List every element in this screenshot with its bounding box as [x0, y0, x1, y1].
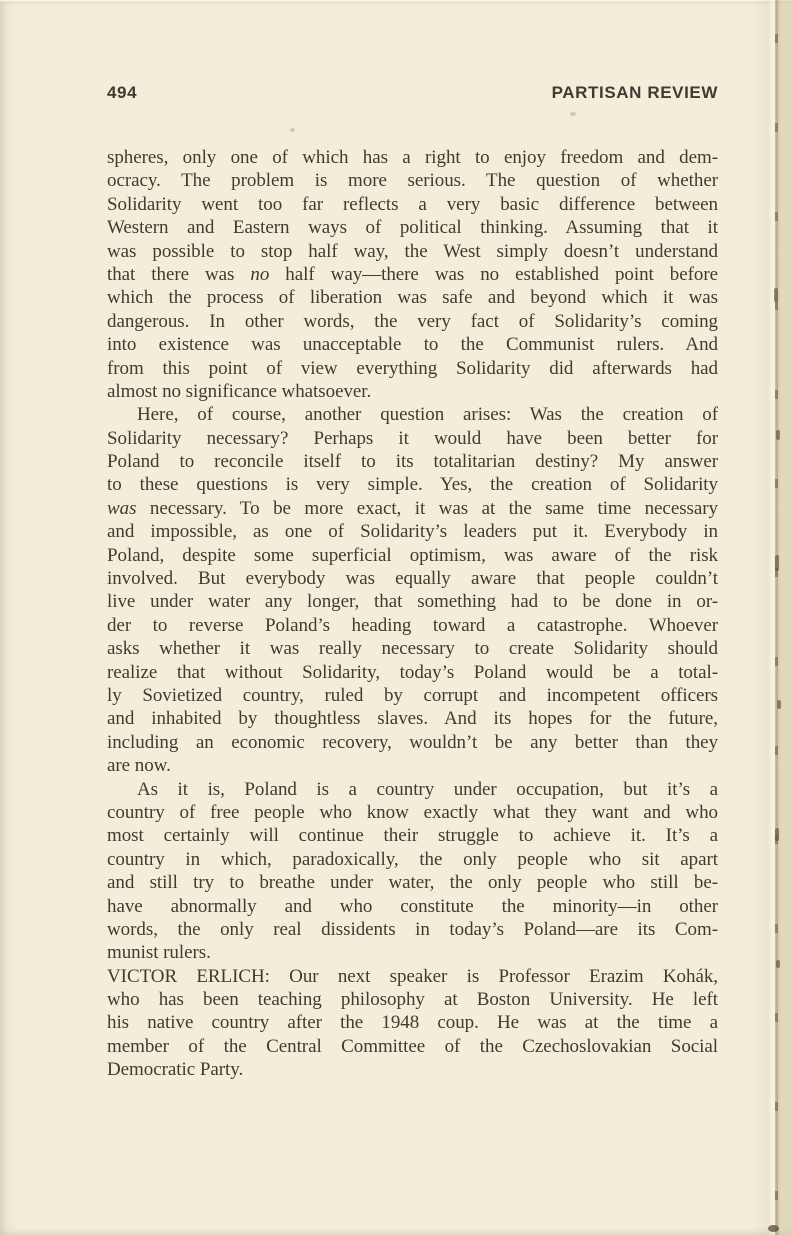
- page-corner-mark: [768, 1225, 779, 1232]
- page-number: 494: [107, 83, 138, 102]
- page-edge-mark: [776, 960, 780, 968]
- text-line: are now.: [107, 755, 171, 777]
- text-line: most certainly will continue their struggle to achieve it. It’s a: [107, 825, 718, 847]
- page-header: [107, 83, 718, 103]
- text-line: ly Sovietized country, ruled by corrupt and incompetent officers: [107, 684, 718, 706]
- text-line: almost no significance whatsoever.: [107, 380, 372, 402]
- text-line: der to reverse Poland’s heading toward a catastrophe. Whoever: [107, 614, 718, 636]
- paper-speck: [290, 128, 295, 132]
- text-line: dangerous. In other words, the very fact of Solidarity’s coming: [107, 310, 718, 332]
- text-line: words, the only real dissidents in today’s Poland—are its Com-: [107, 918, 718, 940]
- page-edge-mark: [777, 700, 781, 709]
- text-line: Democratic Party.: [107, 1059, 244, 1081]
- page-edge-mark: [775, 555, 779, 571]
- text-line: including an economic recovery, wouldn’t be any better than they: [107, 731, 718, 753]
- text-line: have abnormally and who constitute the minority—in other: [107, 895, 718, 917]
- text-line: live under water any longer, that something had to be done in or-: [107, 591, 718, 613]
- text-line: to these questions is very simple. Yes, the creation of Solidarity: [107, 474, 718, 496]
- text-line: spheres, only one of which has a right to enjoy freedom and dem-: [107, 147, 718, 168]
- text-line: who has been teaching philosophy at Boston University. He left: [107, 989, 718, 1011]
- text-line: asks whether it was really necessary to create Solidarity should: [107, 638, 718, 660]
- page-edge-mark: [775, 828, 779, 841]
- paper-speck: [570, 112, 576, 116]
- paragraph: [107, 778, 718, 965]
- page-top-edge: [0, 0, 792, 4]
- text-line: into existence was unacceptable to the Communist rulers. And: [107, 334, 718, 356]
- text-line: Solidarity necessary? Perhaps it would have been better for: [107, 427, 718, 449]
- paragraph: [107, 403, 718, 777]
- text-line: involved. But everybody was equally aware that people couldn’t: [107, 568, 718, 590]
- text-line: country of free people who know exactly what they want and who: [107, 801, 718, 823]
- text-line: and inhabited by thoughtless slaves. And its hopes for the future,: [107, 708, 718, 730]
- text-line: member of the Central Committee of the Czechoslovakian Social: [107, 1035, 718, 1057]
- text-line: his native country after the 1948 coup. He was at the time a: [107, 1012, 718, 1034]
- text-line: munist rulers.: [107, 942, 211, 964]
- text-line: was possible to stop half way, the West simply doesn’t understand: [107, 240, 718, 262]
- journal-title: PARTISAN REVIEW: [551, 83, 718, 102]
- text-line: and impossible, as one of Solidarity’s leaders put it. Everybody in: [107, 521, 718, 543]
- text-line: that there was no half way—there was no established point before: [107, 263, 718, 285]
- text-line: Poland, despite some superficial optimism, was aware of the risk: [107, 544, 718, 566]
- paragraph: [107, 965, 718, 1082]
- text-line: As it is, Poland is a country under occupation, but it’s a: [137, 778, 718, 800]
- page-edge-mark: [774, 288, 778, 302]
- text-line: Here, of course, another question arises: Was the creation of: [137, 404, 718, 426]
- text-line: Western and Eastern ways of political thinking. Assuming that it: [107, 217, 718, 239]
- text-block: [107, 146, 718, 1082]
- text-line: Solidarity went too far reflects a very basic difference between: [107, 193, 718, 215]
- paragraph: [107, 146, 718, 403]
- text-line: realize that without Solidarity, today’s Poland would be a total-: [107, 661, 718, 683]
- text-line: and still try to breathe under water, the only people who still be-: [107, 872, 718, 894]
- page-edge-shadow: [752, 0, 792, 1235]
- text-line: was necessary. To be more exact, it was at the same time necessary: [107, 497, 718, 519]
- text-line: country in which, paradoxically, the only people who sit apart: [107, 848, 718, 870]
- text-line: VICTOR ERLICH: Our next speaker is Professor Erazim Kohák,: [107, 965, 718, 987]
- text-line: from this point of view everything Solidarity did afterwards had: [107, 357, 718, 379]
- text-line: ocracy. The problem is more serious. The question of whether: [107, 170, 718, 192]
- page-edge-line: [775, 0, 778, 1235]
- text-line: Poland to reconcile itself to its totalitarian destiny? My answer: [107, 451, 718, 473]
- page-edge-mark: [776, 430, 780, 440]
- text-line: which the process of liberation was safe and beyond which it was: [107, 287, 718, 309]
